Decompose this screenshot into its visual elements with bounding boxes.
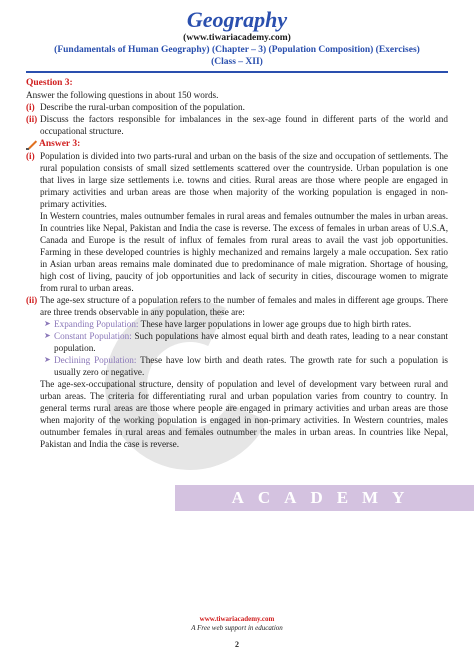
question-label: Question 3:	[26, 78, 73, 88]
trend-item	[40, 354, 448, 378]
answer-paragraph: The age-sex structure of a population refers to the number of females and males in different age groups. There are three trends observable in any population, these are:	[40, 295, 448, 317]
watermark-text: ACADEMY	[231, 488, 419, 507]
answer-paragraph: The age-sex-occupational structure, density of population and level of development vary between rural and urban areas. The criteria for differentiating rural and urban population varies from country to country. In general terms rural areas are those where people are engaged in primary activities and urban areas are those when majority of the working population is engaged in non-primary activities. In Western countries, males outnumber females in rural areas and females outnumber the males in urban areas. In countries like Nepal, Pakistan and India the case is reverse.	[40, 379, 448, 449]
trend-text: These have larger populations in lower age groups due to high birth rates.	[138, 319, 412, 329]
question-item-text: Describe the rural-urban composition of the population.	[40, 102, 245, 112]
answer-paragraph: Population is divided into two parts-rural and urban on the basis of the size and occupation of settlements. The rural population consists of small sized settlements scattered over the countryside. Urban population is one that lives in large size settlements i.e. towns and cities. Rural areas are those where people are engaged in primary activities and urban areas are those when majority of the working population is engaged in non-primary activities.	[40, 151, 448, 209]
trend-name: Declining Population:	[54, 355, 137, 365]
class-line: (Class – XII)	[211, 57, 263, 67]
trend-name: Constant Population:	[54, 331, 132, 341]
footer-tagline: A Free web support in education	[191, 624, 283, 632]
page-footer	[0, 615, 474, 633]
question-item-text: Discuss the factors responsible for imbalances in the sex-age found in different parts of the world and occupational structure.	[40, 114, 448, 136]
page-header	[26, 0, 448, 68]
page-number: 2	[235, 640, 239, 649]
arrow-bullet-icon: ➤	[44, 319, 51, 328]
answer-part-number: (i)	[26, 151, 35, 161]
answer-part-one	[26, 150, 448, 294]
question-item-number: (ii)	[26, 114, 38, 124]
chapter-subtitle: (Fundamentals of Human Geography) (Chapter – 3) (Population Composition) (Exercises)	[54, 45, 420, 55]
header-divider	[26, 71, 448, 73]
question-item	[26, 101, 448, 113]
trend-text: These have low birth and death rates. The growth rate for such a population is usually zero or negative.	[54, 355, 448, 377]
answer-heading	[26, 138, 448, 150]
arrow-bullet-icon: ➤	[44, 355, 51, 364]
question-item	[26, 113, 448, 137]
trend-item	[40, 330, 448, 354]
page-title: Geography	[186, 7, 288, 32]
header-url: (www.tiwariacademy.com)	[183, 33, 291, 43]
answer-paragraph: In Western countries, males outnumber females in rural areas and females outnumber the males in urban areas. In countries like Nepal, Pakistan and India the case is reverse. The excess of females in urban areas of U.S.A, Canada and Europe is the result of influx of females from rural areas to avail the vast job opportunities. Farming in these developed countries is highly mechanized and remains largely a male occupation. Sex ratio in Asian urban areas remains male dominated due to predominance of male migration. Shortage of housing, high cost of living, paucity of job opportunities and lack of security in cities, discourage women to migrate from rural to urban areas.	[40, 211, 448, 293]
answer-part-two	[26, 294, 448, 318]
trend-text: Such populations have almost equal birth and death rates, leading to a near constant population.	[54, 331, 448, 353]
question-prompt: Answer the following questions in about 150 words.	[26, 90, 219, 100]
trend-name: Expanding Population:	[54, 319, 139, 329]
question-item-number: (i)	[26, 102, 35, 112]
answer-part-number: (ii)	[26, 295, 38, 305]
footer-url: www.tiwariacademy.com	[199, 615, 275, 623]
answer-label: Answer 3:	[39, 139, 81, 149]
trend-item	[40, 318, 448, 330]
arrow-bullet-icon: ➤	[44, 331, 51, 340]
pencil-icon	[26, 139, 37, 150]
